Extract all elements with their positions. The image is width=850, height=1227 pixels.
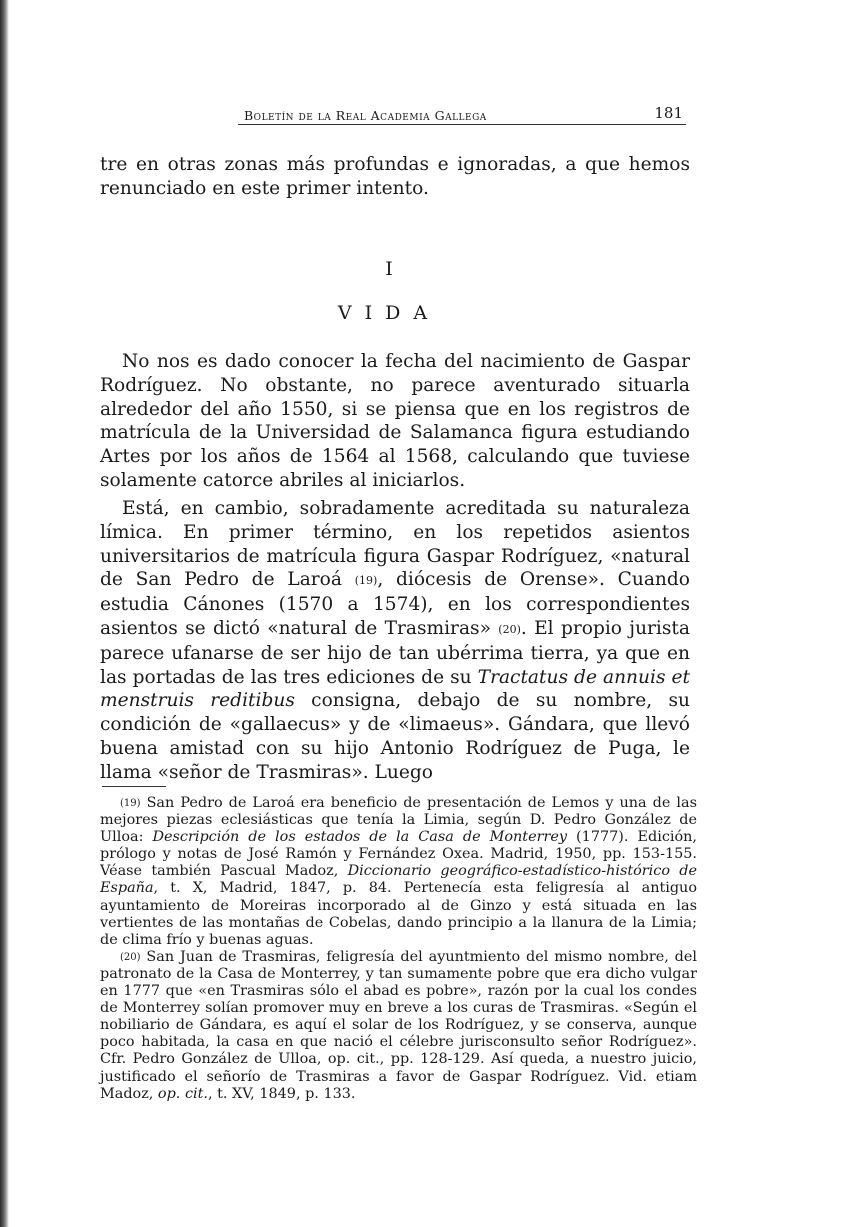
footnote-text: San Pedro de Laroá era beneficio de presentación de Lemos y una de las mejores piezas eclesiásticas que tenía la Limia, según D. Pedro González de Ulloa:: [100, 795, 697, 846]
section-number: I: [385, 258, 393, 280]
footnote-reference: (19): [354, 574, 378, 588]
footnote-italic: op. cit.: [157, 1085, 208, 1102]
footnote-19: [100, 795, 697, 949]
footnotes: [100, 795, 697, 1103]
paragraph-text: Está, en cambio, sobradamente acreditada su naturaleza límica. En primer término, en los repetidos asientos universitarios de matrícula figura Gaspar Rodríguez, «natural de San Pedro de Laroá: [100, 498, 690, 591]
page-number: 181: [654, 104, 683, 122]
footnote-text: , t. X, Madrid, 1847, p. 84. Pertenecía esta feligresía al antiguo ayuntamiento de Moreiras incorporado al de Ginzo y está situada en las vertientes de las montañas de Cobelas, dando principio a la llanura de la Limia; de clima frío y buenas aguas.: [100, 880, 697, 948]
running-header: [100, 104, 700, 126]
footnote-rule: [102, 786, 166, 787]
book-title: Tractatus de annuis et menstruis reditibus: [100, 666, 690, 712]
page-binding-edge: [0, 0, 9, 1227]
paragraph-text: , diócesis de Orense». Cuando estudia Cánones (1570 a 1574), en los correspondientes asientos se dictó «natural de Trasmiras»: [100, 569, 690, 639]
footnote-number: (20): [120, 951, 141, 963]
footnote-text: San Juan de Trasmiras, feligresía del ayuntmiento del mismo nombre, del patronato de la Casa de Monterrey, y tan sumamente pobre que era dicho vulgar en 1777 que «en Trasmiras sólo el abad es pobre», razón por la cual los condes de Monterrey solían promover muy en breve a los curas de Trasmiras. «Según el nobiliario de Gándara, es aquí el solar de los Rodríguez, y se conserva, aunque poco habitada, la casa en que nació el célebre jurisconsulto señor Rodríguez». Cfr. Pedro González de Ulloa, op. cit., pp. 128-129. Así queda, a nuestro juicio, justificado el señorío de Trasmiras a favor de Gaspar Rodríguez. Vid. etiam Madoz,: [100, 948, 697, 1102]
journal-title: Boletín de la Real Academia Gallega: [244, 108, 487, 123]
paragraph-origin: [100, 497, 690, 785]
paragraph-text: . El propio jurista parece ufanarse de ser hijo de tan ubérrima tierra, ya que en las portadas de las tres ediciones de su: [100, 617, 690, 688]
page: [100, 0, 700, 1227]
footnote-20: [100, 949, 697, 1103]
footnote-reference: (20): [498, 622, 521, 636]
paragraph-birth-date: No nos es dado conocer la fecha del nacimiento de Gaspar Rodríguez. No obstante, no parece aventurado situarla alrededor del año 1550, si se piensa que en los registros de matrícula de la Universidad de Salamanca figura estudiando Artes por los años de 1564 al 1568, calculando que tuviese solamente catorce abriles al iniciarlos.: [100, 351, 690, 491]
footnote-italic: Descripción de los estados de la Casa de Monterrey: [152, 829, 568, 846]
footnote-text: , t. XV, 1849, p. 133.: [207, 1085, 356, 1102]
continuation-paragraph: tre en otras zonas más profundas e ignoradas, a que hemos renunciado en este primer intento.: [100, 154, 690, 199]
footnote-text: (1777). Edición, prólogo y notas de José Ramón y Fernández Oxea. Madrid, 1950, pp. 153-155. Véase también Pascual Madoz,: [100, 829, 697, 880]
paragraph-text: consigna, debajo de su nombre, su condición de «gallaecus» y de «limaeus». Gándara, que llevó buena amistad con su hijo Antonio Rodríguez de Puga, le llama «señor de Trasmiras». Luego: [100, 690, 690, 783]
header-rule: [238, 124, 686, 125]
footnote-italic: Diccionario geográfico-estadístico-histórico de España: [100, 863, 697, 897]
footnote-number: (19): [120, 798, 141, 809]
section-title: VIDA: [337, 302, 441, 324]
